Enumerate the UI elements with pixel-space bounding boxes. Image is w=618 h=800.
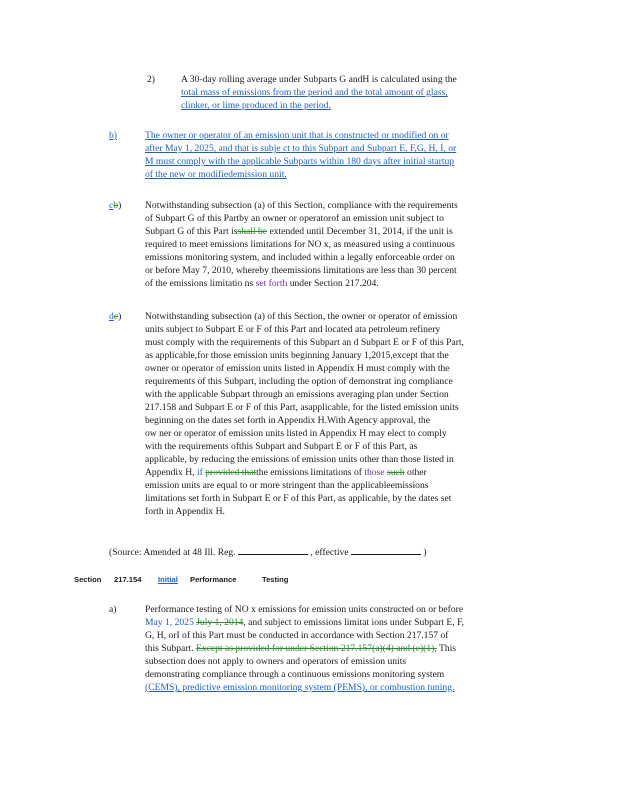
item-c-line-6: or before May 7, 2010, whereby theemissions limitations are less than 30 percent (145, 265, 457, 276)
item-c-line-7b: under Section 217.204. (287, 278, 379, 289)
item-c-label (109, 199, 121, 212)
item-a-line-4a: this Subpart. (145, 643, 196, 654)
source-effective-blank (351, 545, 421, 555)
item-c-line-7a: of the emissions limitatio ns (145, 278, 256, 289)
item-c-line-3 (145, 225, 531, 238)
section-initial-inserted: Initial (158, 575, 178, 584)
item-2-line-3: clinker, or lime produced in the period. (181, 100, 331, 111)
item-d-label-old: c (113, 311, 119, 322)
item-a-line-4b: This (436, 643, 457, 654)
item-c-label-old: b (113, 200, 119, 211)
item-d-line-15: limitations set forth in Subpart E or F of this Part, as applicable, by the dates set (145, 493, 452, 504)
source-suffix: ) (423, 547, 427, 558)
item-d-label-new: d (109, 311, 114, 322)
item-d-line-3: must comply with the requirements of this Subpart an d Subpart E or F of this Part, (145, 337, 464, 348)
item-d-line-13a: Appendix H, (145, 467, 197, 478)
item-a-line-6: demonstrating compliance through a continuous emissions monitoring system (145, 669, 445, 680)
section-testing: Testing (262, 575, 289, 584)
source-reg-blank (238, 545, 308, 555)
item-c-line-4: required to meet emissions limitations for NO x, as measured using a continuous (145, 239, 455, 250)
item-c-text (145, 199, 531, 290)
item-d-line-6: requirements of this Subpart, including the option of demonstrat ing compliance (145, 376, 453, 387)
item-b-line-4: of the new or modifiedemission unit. (145, 169, 287, 180)
item-a-line-4 (145, 642, 531, 655)
item-a-text (145, 603, 531, 694)
item-c-line-3b: extended until December 31, 2014, if the unit is (267, 226, 453, 237)
item-d-line-12: applicable, by reducing the emissions of emission units other than those listed in (145, 454, 454, 465)
item-2-text (181, 73, 531, 112)
item-c-line-1: Notwithstanding subsection (a) of this Section, compliance with the requirements (145, 200, 458, 211)
section-performance: Performance (190, 575, 237, 584)
item-d-line-7: with the applicable Subpart through an emissions averaging plan under Section (145, 389, 449, 400)
item-d-line-14: emission units are equal to or more stringent than the applicableemissions (145, 480, 429, 491)
item-d-line-5: owner or operator of emission units listed in Appendix H must comply with the (145, 363, 450, 374)
item-d-line-13c: other (407, 467, 427, 478)
item-b-line-3: M must comply with the applicable Subparts within 180 days after initial startup (145, 156, 455, 167)
item-2-label: 2) (147, 74, 155, 85)
source-prefix: (Source: Amended at 48 Ill. Reg. (109, 547, 236, 558)
item-c-line-2: of Subpart G of this Partby an owner or operatorof an emission unit subject to (145, 213, 444, 224)
item-d-line-4: as applicable,for those emission units beginning January 1,2015,except that the (145, 350, 449, 361)
item-d-line-13 (145, 466, 531, 479)
item-c-line-7 (145, 277, 531, 290)
item-d-line-10: ow ner or operator of emission units listed in Appendix H may elect to comply (145, 428, 447, 439)
source-note (109, 545, 529, 559)
item-a-line-3: G, H, orI of this Part must be conducted in accordance with Section 217.157 of (145, 630, 449, 641)
item-d-text (145, 310, 531, 518)
item-a-line-2b: , and subject to emissions limitat ions under Subpart E, F, (243, 617, 465, 628)
item-d-line-13-deleted-2: such (387, 467, 405, 478)
item-a-line-7: (CEMS), predictive emission monitoring system (PEMS), or combustion tuning. (145, 682, 455, 693)
item-a-line-5: subsection does not apply to owners and operators of emission units (145, 656, 407, 667)
item-2-line-2: total mass of emissions from the period and the total amount of glass, (181, 87, 448, 98)
item-c-line-3-deleted: shall be (237, 226, 268, 237)
item-a-line-4-deleted: Except as provided for under Section 217.157(a)(4) and (e)(1), (195, 643, 437, 654)
item-b-text (145, 129, 531, 181)
section-number: 217.154 (114, 575, 142, 584)
item-c-line-3a: Subpart G of this Part is (145, 226, 238, 237)
item-d-line-16: forth in Appendix H. (145, 506, 225, 517)
item-a-line-1: Performance testing of NO x emissions for emission units constructed on or before (145, 604, 464, 615)
item-a-label: a) (109, 604, 117, 615)
source-middle: , effective (310, 547, 349, 558)
item-d-line-2: units subject to Subpart E or F of this Part and located ata petroleum refinery (145, 324, 441, 335)
item-c-line-5: emissions monitoring system, and included within a legally enforceable order on (145, 252, 455, 263)
item-b-line-1: The owner or operator of an emission unit that is constructed or modified on or (145, 130, 449, 141)
item-d-line-1: Notwithstanding subsection (a) of this Section, the owner or operator of emission (145, 311, 458, 322)
item-d-line-13-inserted-1: if (196, 467, 203, 478)
section-label: Section (74, 575, 102, 584)
item-d-line-13b: the emissions limitations of (256, 467, 365, 478)
item-a-line-2-deleted: July 1, 2014 (196, 617, 244, 628)
item-2-line-1: A 30-day rolling average under Subparts G andH is calculated using the (181, 74, 457, 85)
item-d-label-close: ) (118, 311, 122, 322)
item-d-line-8: 217.158 and Subpart E or F of this Part, asapplicable, for the listed emission units (145, 402, 459, 413)
item-b-line-2: after May 1, 2025, and that is subje ct to this Subpart and Subpart E, F,G, H, I, or (145, 143, 457, 154)
item-c-line-7-inserted: set forth (255, 278, 288, 289)
item-a-line-2 (145, 616, 531, 629)
item-b-label: b) (109, 130, 117, 141)
item-d-line-13-inserted-2: those (364, 467, 385, 478)
item-d-line-13-deleted-1: provided that (205, 467, 257, 478)
item-c-label-new: c (109, 200, 114, 211)
item-d-line-11: with the requirements ofthis Subpart and Subpart E or F of this Part, as (145, 441, 418, 452)
item-d-label (109, 310, 121, 323)
item-d-line-9: beginning on the dates set forth in Appendix H.With Agency approval, the (145, 415, 430, 426)
item-c-label-close: ) (118, 200, 122, 211)
item-a-line-2-inserted: May 1, 2025 (145, 617, 194, 628)
